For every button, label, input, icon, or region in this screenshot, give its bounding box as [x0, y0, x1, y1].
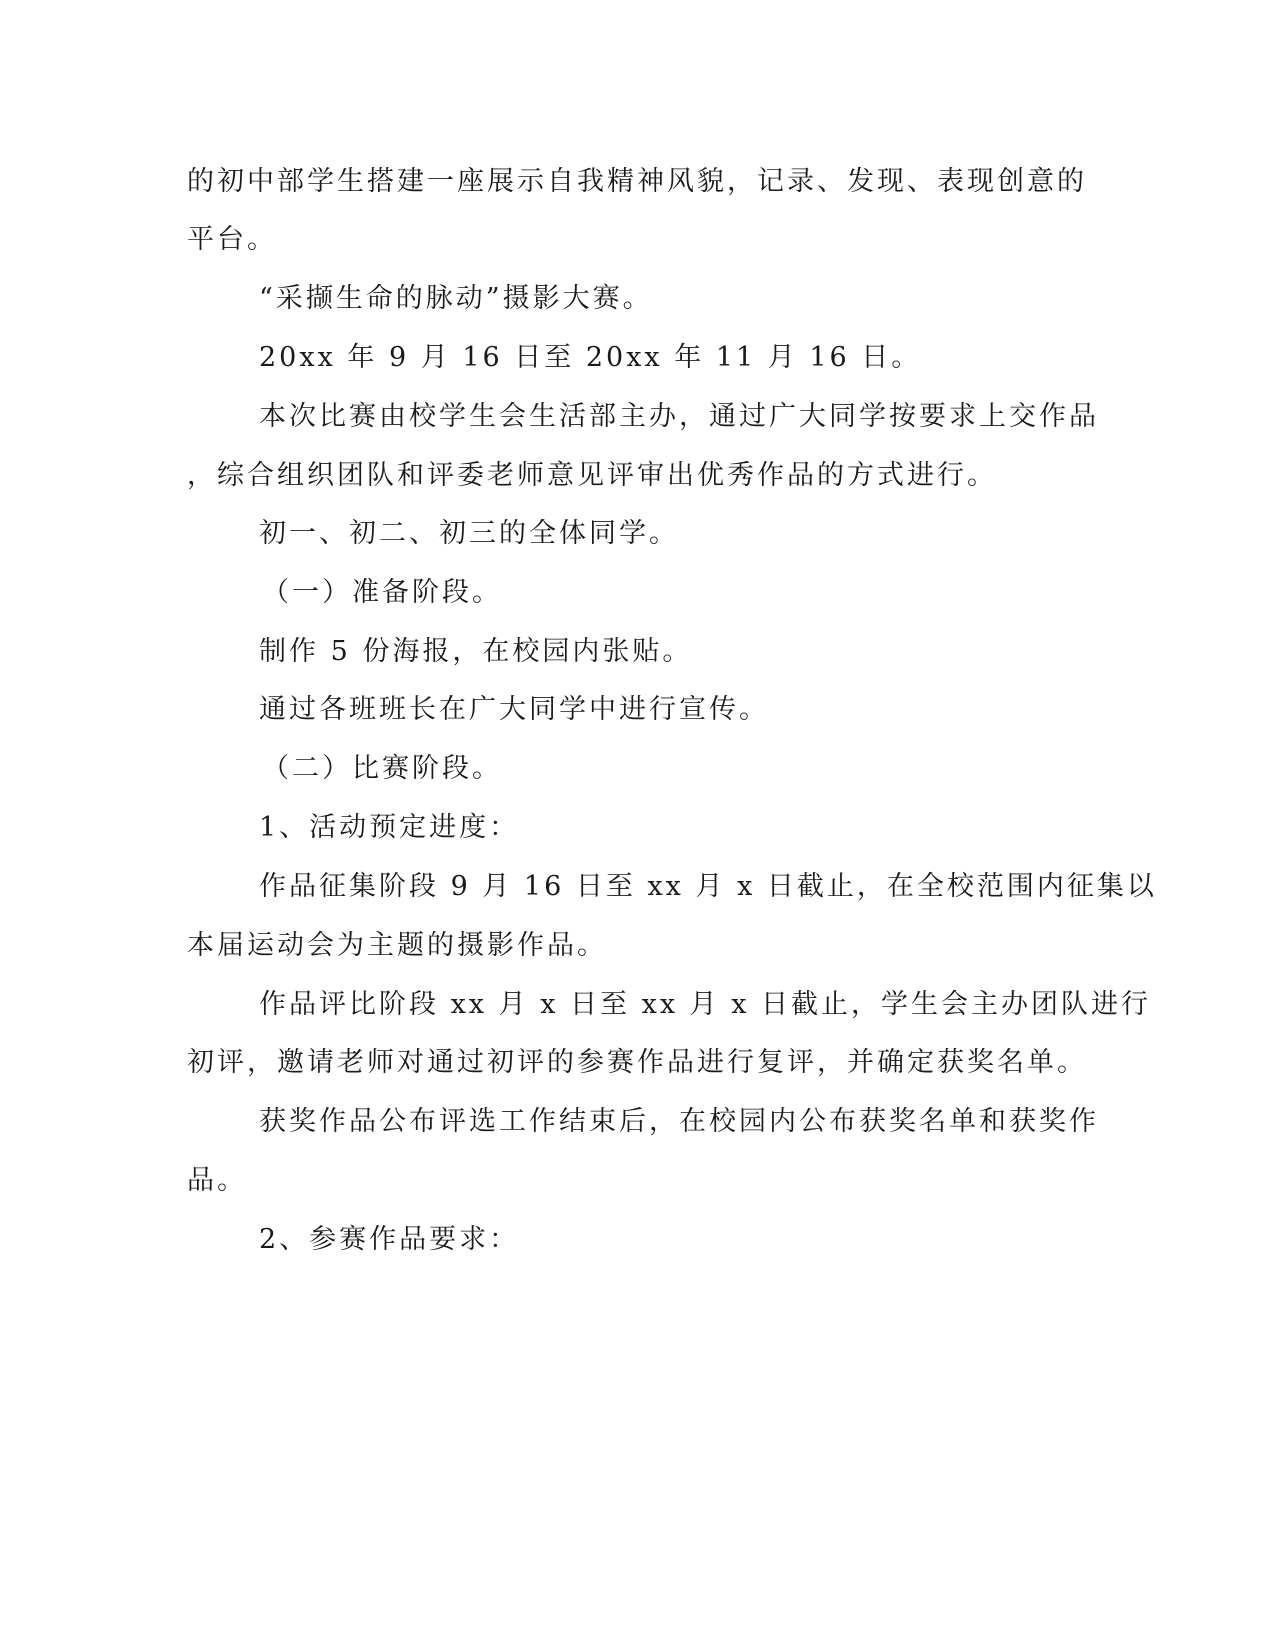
text-line: 的初中部学生搭建一座展示自我精神风貌，记录、发现、表现创意的 [187, 166, 1087, 197]
text-line: 1、活动预定进度： [259, 812, 520, 843]
text-line: “采撷生命的脉动”摄影大赛。 [259, 283, 653, 314]
text-line: 20xx 年 9 月 16 日至 20xx 年 11 月 16 日。 [259, 342, 922, 373]
text-line: 初一、初二、初三的全体同学。 [259, 518, 679, 549]
text-line: （二）比赛阶段。 [262, 753, 502, 784]
text-line: 平台。 [187, 224, 277, 255]
text-line: 初评，邀请老师对通过初评的参赛作品进行复评，并确定获奖名单。 [187, 1047, 1087, 1078]
text-line: 本次比赛由校学生会生活部主办，通过广大同学按要求上交作品 [259, 401, 1099, 432]
text-line: 制作 5 份海报，在校园内张贴。 [259, 636, 693, 667]
text-line: 2、参赛作品要求： [259, 1224, 520, 1255]
text-line: 作品评比阶段 xx 月 x 日至 xx 月 x 日截止，学生会主办团队进行 [259, 989, 1152, 1020]
text-line: 品。 [187, 1165, 247, 1196]
text-line: 获奖作品公布评选工作结束后，在校园内公布获奖名单和获奖作 [259, 1106, 1099, 1137]
text-line: （一）准备阶段。 [262, 577, 502, 608]
text-line: 本届运动会为主题的摄影作品。 [187, 930, 607, 961]
text-line: ，综合组织团队和评委老师意见评审出优秀作品的方式进行。 [187, 460, 997, 491]
text-line: 作品征集阶段 9 月 16 日至 xx 月 x 日截止，在全校范围内征集以 [259, 871, 1157, 902]
text-line: 通过各班班长在广大同学中进行宣传。 [259, 694, 769, 725]
